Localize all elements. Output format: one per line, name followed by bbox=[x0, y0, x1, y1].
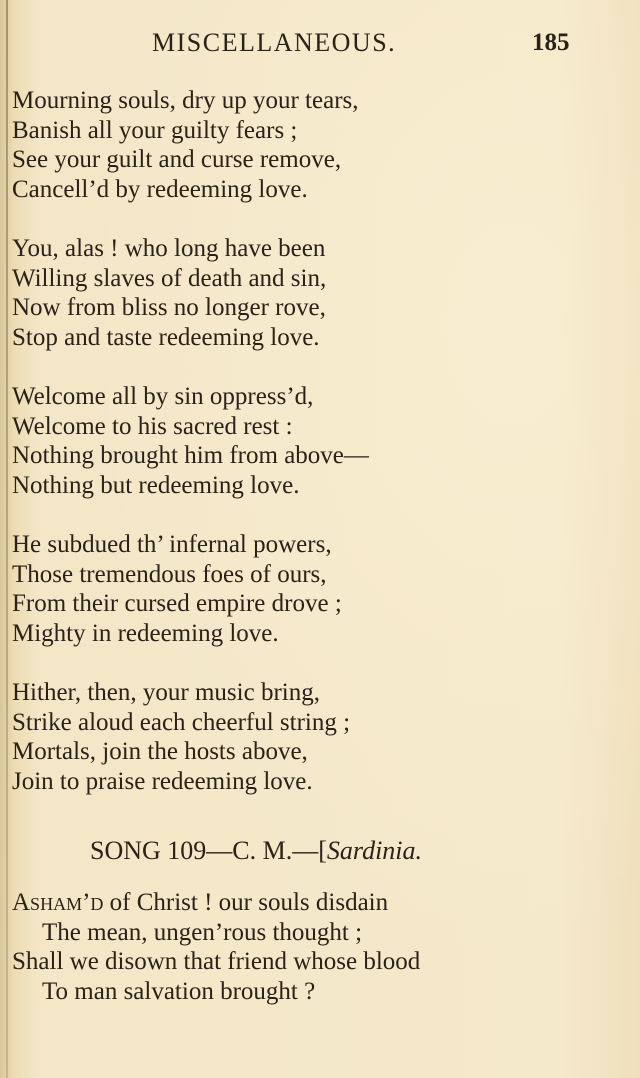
verse-line: Join to praise redeeming love. bbox=[12, 767, 313, 795]
verse-line: Willing slaves of death and sin, bbox=[12, 264, 327, 292]
stanza-1 bbox=[12, 86, 612, 204]
verse-line: Nothing but redeeming love. bbox=[12, 471, 300, 499]
verse-line: The mean, ungen’rous thought ; bbox=[42, 918, 363, 946]
first-word: Asham’d bbox=[12, 889, 104, 916]
verse-line: Cancell’d by redeeming love. bbox=[12, 175, 308, 203]
verse-line: Strike aloud each cheerful string ; bbox=[12, 708, 351, 736]
verse-line: He subdued th’ infernal powers, bbox=[12, 531, 332, 558]
binding-edge bbox=[6, 0, 8, 1078]
page-number: 185 bbox=[532, 29, 570, 56]
verse-line: Welcome to his sacred rest : bbox=[12, 412, 293, 440]
song-heading-prefix: SONG 109—C. M.—[ bbox=[90, 836, 327, 865]
stanza-5 bbox=[12, 678, 612, 796]
verse-line: You, alas ! who long have been bbox=[12, 235, 326, 262]
stanza-4 bbox=[12, 530, 612, 648]
stanza-2 bbox=[12, 234, 612, 352]
song-stanza-1 bbox=[12, 888, 612, 1006]
verse-line: Mourning souls, dry up your tears, bbox=[12, 87, 359, 114]
running-head: MISCELLANEOUS. bbox=[152, 28, 397, 57]
verse-line: Banish all your guilty fears ; bbox=[12, 116, 298, 144]
verse-line: See your guilt and curse remove, bbox=[12, 146, 342, 173]
song-heading bbox=[90, 836, 612, 866]
verse-line: Hither, then, your music bring, bbox=[12, 679, 320, 706]
verse-line: Those tremendous foes of ours, bbox=[12, 560, 327, 588]
verse-line: Mortals, join the hosts above, bbox=[12, 738, 308, 765]
verse-line: Welcome all by sin oppress’d, bbox=[12, 383, 314, 410]
verse-line: Now from bliss no longer rove, bbox=[12, 294, 326, 321]
verse-line: Nothing brought him from above— bbox=[12, 442, 369, 469]
verse-line: Shall we disown that friend whose blood bbox=[12, 948, 421, 975]
tune-name: Sardinia. bbox=[326, 836, 423, 865]
verse-line: From their cursed empire drove ; bbox=[12, 590, 342, 617]
page-body bbox=[12, 86, 612, 1036]
verse-line: Mighty in redeeming love. bbox=[12, 619, 279, 647]
first-line-rest: of Christ ! our souls disdain bbox=[103, 889, 389, 916]
verse-line: Stop and taste redeeming love. bbox=[12, 323, 320, 351]
verse-line bbox=[12, 888, 612, 918]
verse-line: To man salvation brought ? bbox=[42, 977, 316, 1005]
stanza-3 bbox=[12, 382, 612, 500]
page-header bbox=[0, 28, 640, 58]
